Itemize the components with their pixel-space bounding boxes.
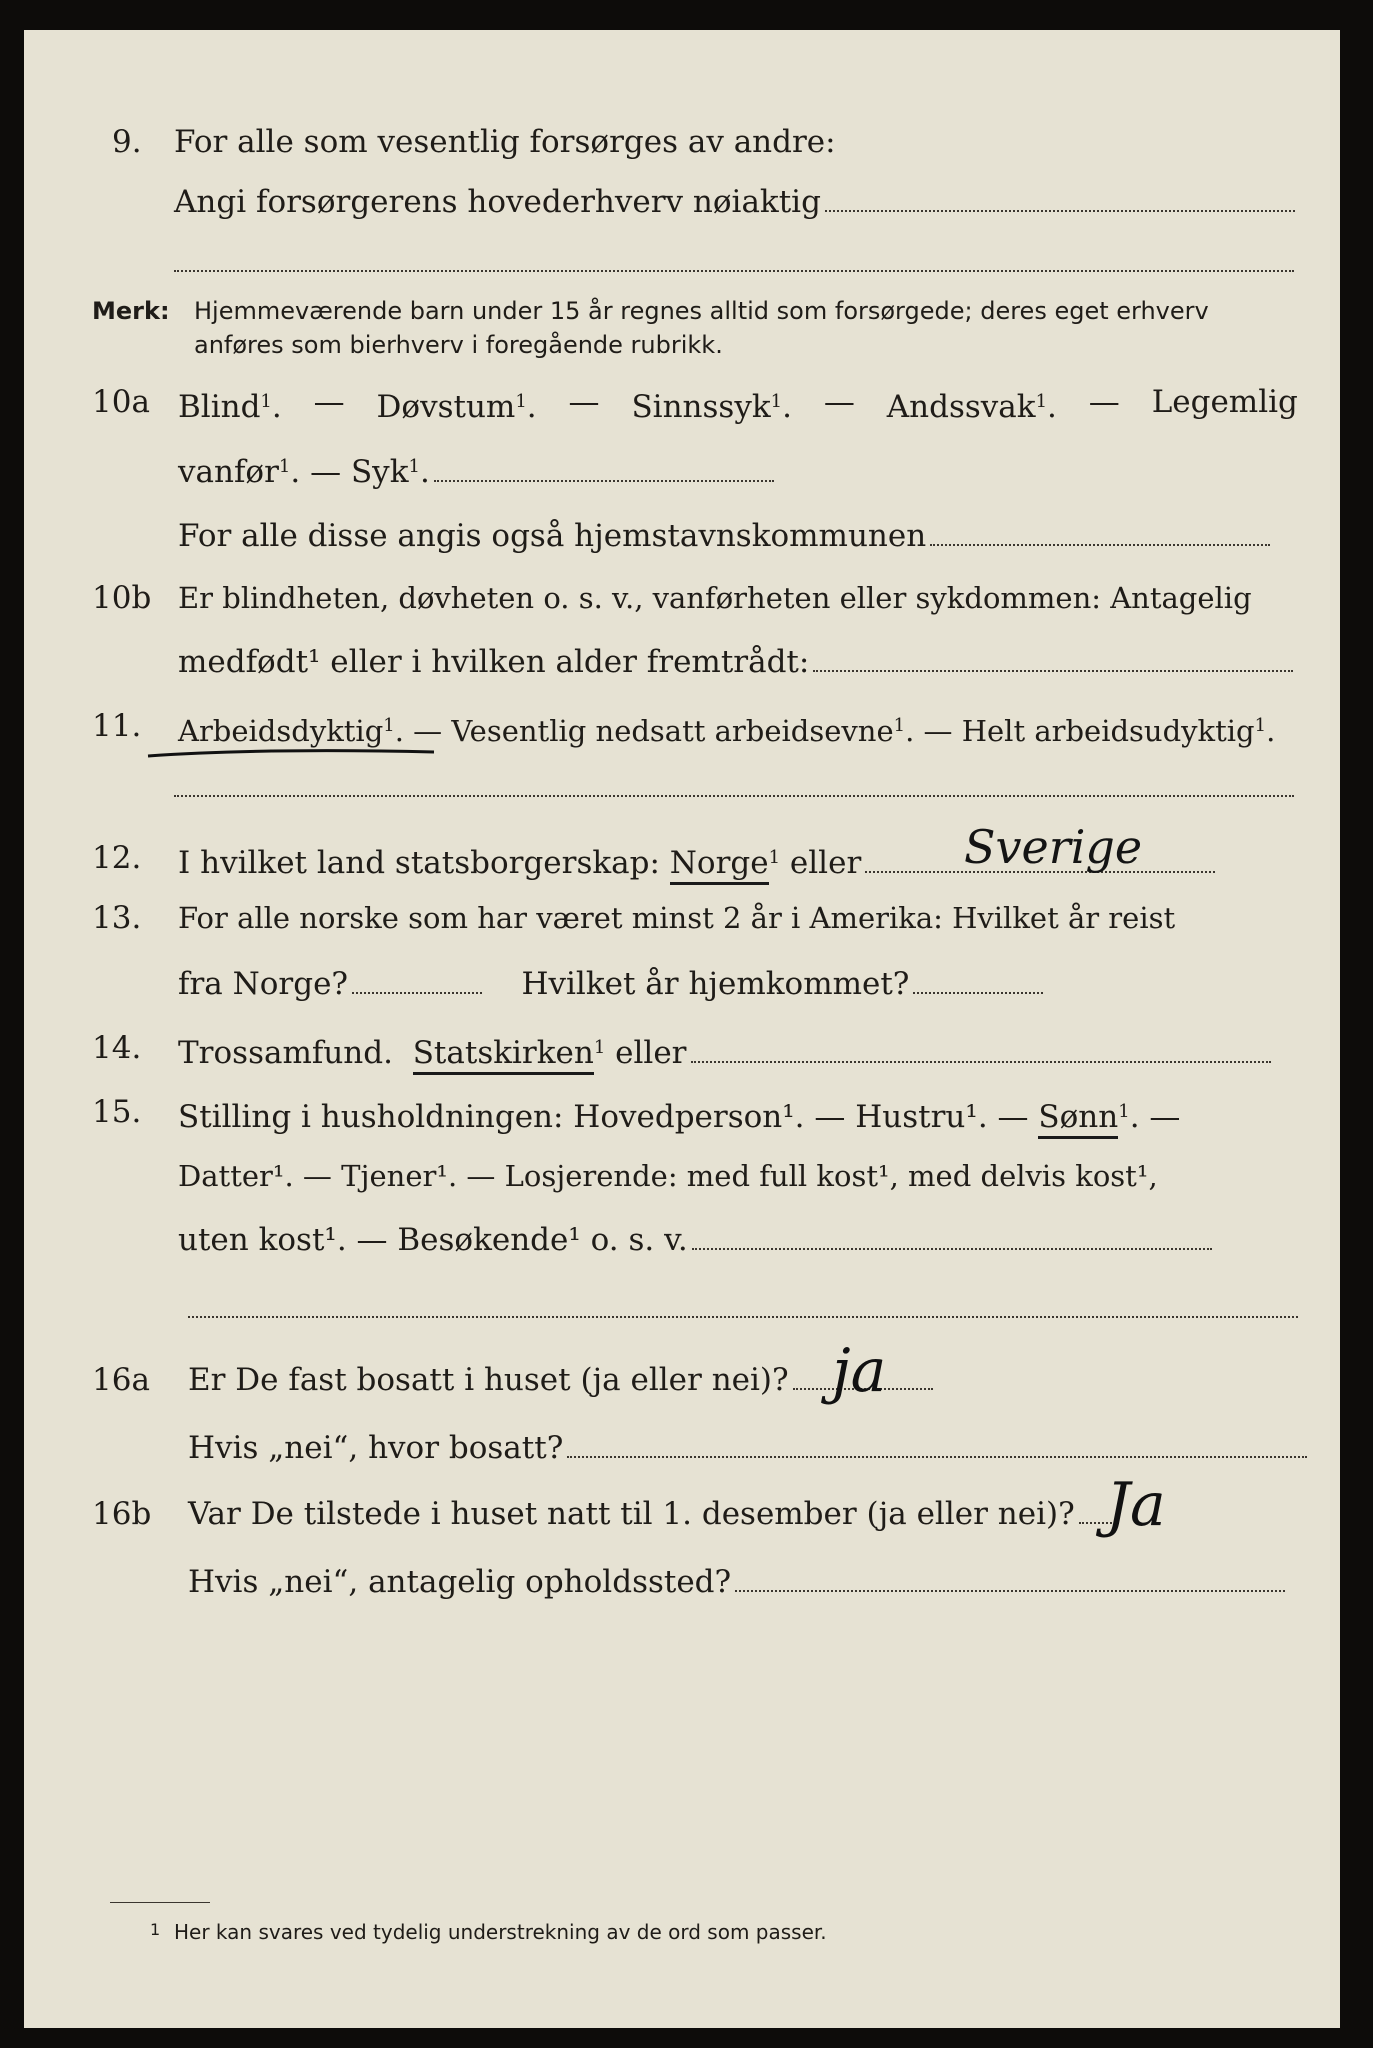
q10b-line2: medfødt¹ eller i hvilken alder fremtrådt: <box>178 642 1293 682</box>
merk-label: Merk: <box>92 297 170 325</box>
q15-number: 15. <box>92 1094 142 1130</box>
q13-number: 13. <box>92 900 142 936</box>
q16b-number: 16b <box>92 1496 152 1532</box>
q10b-number: 10b <box>92 580 152 616</box>
footnote-mark: 1 <box>150 1920 161 1939</box>
q15-line3: uten kost¹. — Besøkende¹ o. s. v. <box>178 1220 1212 1260</box>
q16a-number: 16a <box>92 1362 150 1398</box>
q16a-handwritten-answer: ja <box>832 1336 887 1406</box>
q12-handwritten-answer: Sverige <box>964 820 1143 874</box>
q11-line: Arbeidsdyktig$^1$. — Vesentlig nedsatt arbeidsevne$^1$. — Helt arbeidsudyktig$^1$. <box>178 714 1276 748</box>
q16a-bosatt-fill[interactable] <box>567 1454 1307 1458</box>
q14-line: Trossamfund. Statskirken$^1$ eller <box>178 1028 1271 1073</box>
q9-number: 9. <box>112 124 142 160</box>
q13-line1: For alle norske som har været minst 2 år i Amerika: Hvilket år reist <box>178 901 1176 935</box>
q10a-line3: For alle disse angis også hjemstavnskommunen <box>178 516 1270 556</box>
q10a-fill-line[interactable] <box>434 478 774 482</box>
q16b-line1: Var De tilstede i huset natt til 1. desember (ja eller nei)? <box>188 1494 1119 1534</box>
q10a-hjemstavn-fill[interactable] <box>930 542 1270 546</box>
q11-option-arbeidsdyktig[interactable]: Arbeidsdyktig <box>178 714 384 748</box>
q12-number: 12. <box>92 840 142 876</box>
census-form-page <box>24 30 1340 2028</box>
q15-option-sonn[interactable]: Sønn <box>1038 1099 1118 1139</box>
q11-option-nedsatt[interactable]: Vesentlig nedsatt arbeidsevne <box>451 714 894 748</box>
q16b-opholdssted-fill[interactable] <box>735 1588 1285 1592</box>
q14-option-statskirken[interactable]: Statskirken <box>413 1035 594 1075</box>
q16a-line2: Hvis „nei“, hvor bosatt? <box>188 1428 1307 1468</box>
q16b-handwritten-answer: Ja <box>1106 1470 1166 1540</box>
q15-extra-line[interactable] <box>188 1316 1298 1318</box>
q11-number: 11. <box>92 708 142 744</box>
q15-fill-line[interactable] <box>692 1246 1212 1250</box>
q12-option-norge[interactable]: Norge <box>670 845 769 885</box>
q10a-line1: Blind$^1$. — Døvstum$^1$. — Sinnssyk$^1$. — Andssvak$^1$. — Legemlig <box>178 384 1298 425</box>
q14-fill-line[interactable] <box>691 1059 1271 1063</box>
q16b-line2: Hvis „nei“, antagelig opholdssted? <box>188 1562 1285 1602</box>
q13-line2: fra Norge? Hvilket år hjemkommet? <box>178 964 1043 1004</box>
q13-hjem-fill[interactable] <box>913 990 1043 994</box>
q9-line1: For alle som vesentlig forsørges av andre: <box>174 124 836 160</box>
merk-line1: Hjemmeværende barn under 15 år regnes alltid som forsørgede; deres eget erhverv <box>194 297 1209 325</box>
q11-handwritten-underline <box>144 736 444 766</box>
q13-fra-fill[interactable] <box>352 990 482 994</box>
q11-option-udyktig[interactable]: Helt arbeidsudyktig <box>961 714 1255 748</box>
q14-number: 14. <box>92 1030 142 1066</box>
q9-line2: Angi forsørgerens hovederhverv nøiaktig <box>174 182 1295 222</box>
q15-line1: Stilling i husholdningen: Hovedperson¹. — Hustru¹. — Sønn$^1$. — <box>178 1092 1180 1137</box>
q10a-line2: vanfør$^1$. — Syk$^1$. <box>178 447 774 492</box>
q10b-line1: Er blindheten, døvheten o. s. v., vanførheten eller sykdommen: Antagelig <box>178 581 1252 615</box>
merk-line2: anføres som bierhverv i foregående rubrikk. <box>194 331 723 359</box>
q16a-line1: Er De fast bosatt i huset (ja eller nei)? <box>188 1360 933 1400</box>
q10b-fill-line[interactable] <box>813 668 1293 672</box>
q15-line2: Datter¹. — Tjener¹. — Losjerende: med full kost¹, med delvis kost¹, <box>178 1159 1158 1193</box>
q11-extra-line[interactable] <box>174 795 1294 797</box>
q9-extra-line[interactable] <box>174 270 1294 272</box>
footnote-text: Her kan svares ved tydelig understrekning av de ord som passer. <box>174 1920 827 1944</box>
q12-line: I hvilket land statsborgerskap: Norge$^1$ eller <box>178 838 1215 883</box>
q9-fill-line[interactable] <box>825 208 1295 212</box>
footnote-rule <box>110 1902 210 1903</box>
q10a-number: 10a <box>92 384 150 420</box>
